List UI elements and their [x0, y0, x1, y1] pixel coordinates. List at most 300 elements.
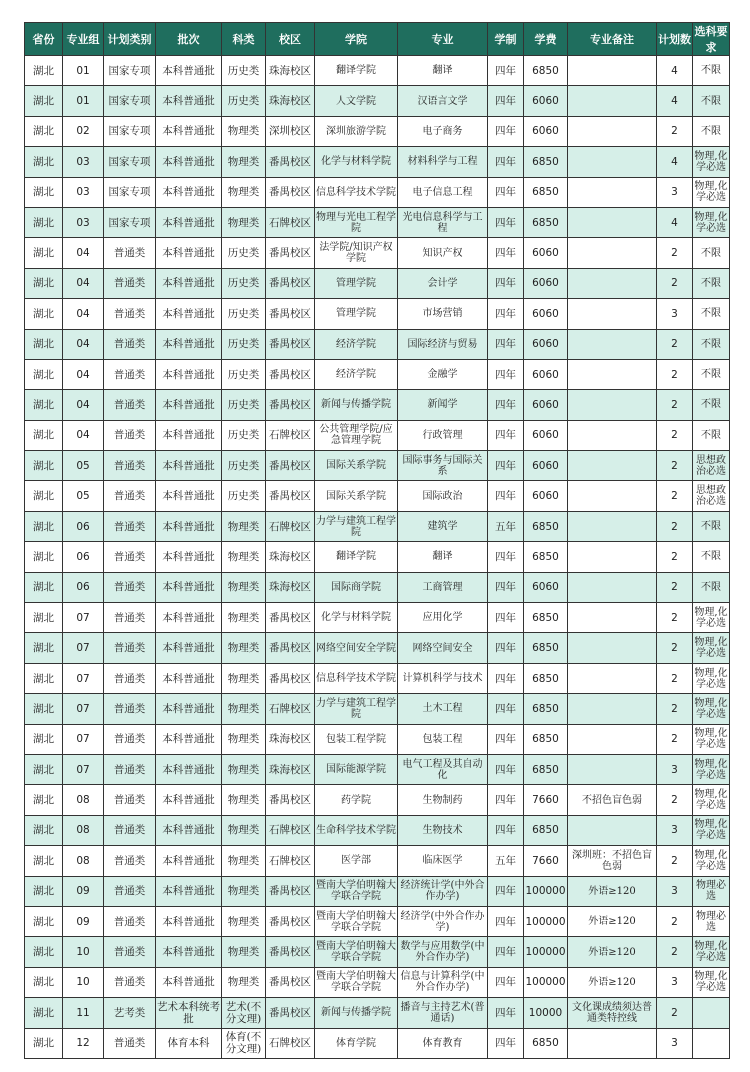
- table-row: [25, 815, 730, 845]
- table-cell: 临床医学: [398, 846, 488, 876]
- table-cell: 湖北: [25, 207, 63, 237]
- table-cell: 2: [657, 785, 693, 815]
- table-cell: 艺考类: [104, 998, 156, 1028]
- table-cell: 法学院/知识产权学院: [315, 238, 398, 268]
- table-cell: 100000: [524, 906, 568, 936]
- table-cell: 石牌校区: [266, 815, 315, 845]
- table-cell: 7660: [524, 785, 568, 815]
- table-cell: 普通类: [104, 967, 156, 997]
- table-cell: 6850: [524, 1028, 568, 1058]
- table-cell: 物理必选: [693, 876, 730, 906]
- table-cell: 6060: [524, 299, 568, 329]
- table-cell: 物理,化学必选: [693, 207, 730, 237]
- table-cell: 2: [657, 937, 693, 967]
- table-cell: 2: [657, 724, 693, 754]
- table-cell: [568, 754, 657, 784]
- table-cell: 四年: [488, 754, 524, 784]
- table-cell: 本科普通批: [156, 481, 222, 511]
- table-cell: 普通类: [104, 542, 156, 572]
- table-cell: 本科普通批: [156, 876, 222, 906]
- column-header: 专业组: [63, 23, 104, 56]
- table-cell: 物理类: [222, 815, 266, 845]
- table-row: [25, 481, 730, 511]
- table-row: [25, 724, 730, 754]
- table-cell: 2: [657, 359, 693, 389]
- table-cell: [568, 724, 657, 754]
- table-cell: 不限: [693, 238, 730, 268]
- table-cell: 6060: [524, 268, 568, 298]
- table-cell: 本科普通批: [156, 390, 222, 420]
- table-cell: 物理类: [222, 694, 266, 724]
- table-cell: 4: [657, 56, 693, 86]
- table-cell: 普通类: [104, 420, 156, 450]
- table-cell: 湖北: [25, 147, 63, 177]
- table-cell: 6850: [524, 663, 568, 693]
- table-cell: 番禺校区: [266, 603, 315, 633]
- table-cell: 信息科学技术学院: [315, 177, 398, 207]
- table-cell: [568, 147, 657, 177]
- table-row: [25, 937, 730, 967]
- table-cell: 四年: [488, 238, 524, 268]
- table-cell: 管理学院: [315, 268, 398, 298]
- table-cell: 本科普通批: [156, 815, 222, 845]
- table-cell: 3: [657, 754, 693, 784]
- table-cell: 本科普通批: [156, 116, 222, 146]
- column-header: 计划类别: [104, 23, 156, 56]
- table-cell: 3: [657, 1028, 693, 1058]
- table-cell: 艺术(不分文理): [222, 998, 266, 1028]
- table-cell: 4: [657, 207, 693, 237]
- table-cell: 汉语言文学: [398, 86, 488, 116]
- table-cell: 体育本科: [156, 1028, 222, 1058]
- table-cell: 6850: [524, 147, 568, 177]
- table-row: [25, 906, 730, 936]
- table-cell: 湖北: [25, 663, 63, 693]
- table-row: [25, 238, 730, 268]
- column-header: 科类: [222, 23, 266, 56]
- table-cell: 四年: [488, 390, 524, 420]
- table-header: [25, 23, 730, 56]
- admission-plan-table: [24, 22, 730, 1059]
- table-cell: 6850: [524, 754, 568, 784]
- table-cell: [693, 1028, 730, 1058]
- table-row: [25, 451, 730, 481]
- table-cell: 物理,化学必选: [693, 177, 730, 207]
- table-cell: 湖北: [25, 937, 63, 967]
- table-cell: 03: [63, 177, 104, 207]
- table-cell: 普通类: [104, 268, 156, 298]
- table-cell: 应用化学: [398, 603, 488, 633]
- table-cell: 物理,化学必选: [693, 633, 730, 663]
- table-cell: 本科普通批: [156, 785, 222, 815]
- table-cell: 07: [63, 633, 104, 663]
- table-cell: 深圳旅游学院: [315, 116, 398, 146]
- table-cell: 2: [657, 603, 693, 633]
- table-cell: 3: [657, 299, 693, 329]
- table-cell: 本科普通批: [156, 754, 222, 784]
- table-cell: 普通类: [104, 329, 156, 359]
- table-cell: 公共管理学院/应急管理学院: [315, 420, 398, 450]
- table-cell: 6850: [524, 603, 568, 633]
- table-cell: [568, 390, 657, 420]
- table-cell: 物理,化学必选: [693, 603, 730, 633]
- column-header: 校区: [266, 23, 315, 56]
- table-cell: 湖北: [25, 116, 63, 146]
- table-cell: 石牌校区: [266, 207, 315, 237]
- table-cell: 新闻与传播学院: [315, 998, 398, 1028]
- table-cell: 历史类: [222, 420, 266, 450]
- table-cell: 普通类: [104, 906, 156, 936]
- table-cell: 四年: [488, 116, 524, 146]
- table-cell: 化学与材料学院: [315, 603, 398, 633]
- table-cell: 2: [657, 116, 693, 146]
- table-cell: 2: [657, 663, 693, 693]
- table-cell: 物理类: [222, 207, 266, 237]
- table-cell: 本科普通批: [156, 329, 222, 359]
- table-cell: 播音与主持艺术(普通话): [398, 998, 488, 1028]
- table-cell: 艺术本科统考批: [156, 998, 222, 1028]
- table-cell: 湖北: [25, 815, 63, 845]
- table-cell: 历史类: [222, 86, 266, 116]
- table-cell: 珠海校区: [266, 86, 315, 116]
- table-cell: 07: [63, 603, 104, 633]
- table-cell: 四年: [488, 420, 524, 450]
- table-cell: [568, 359, 657, 389]
- table-cell: 力学与建筑工程学院: [315, 511, 398, 541]
- table-cell: 湖北: [25, 390, 63, 420]
- table-cell: 外语≥120: [568, 967, 657, 997]
- table-cell: 06: [63, 542, 104, 572]
- table-cell: 番禺校区: [266, 147, 315, 177]
- table-cell: 生物制药: [398, 785, 488, 815]
- table-cell: 2: [657, 906, 693, 936]
- table-cell: 四年: [488, 572, 524, 602]
- table-cell: 湖北: [25, 359, 63, 389]
- table-cell: 物理类: [222, 906, 266, 936]
- table-cell: 不限: [693, 268, 730, 298]
- table-cell: 09: [63, 876, 104, 906]
- table-cell: 6060: [524, 86, 568, 116]
- table-cell: 四年: [488, 56, 524, 86]
- table-cell: 物理与光电工程学院: [315, 207, 398, 237]
- table-cell: 五年: [488, 846, 524, 876]
- table-cell: 07: [63, 663, 104, 693]
- table-cell: [568, 542, 657, 572]
- table-cell: 新闻学: [398, 390, 488, 420]
- table-cell: 信息与计算科学(中外合作办学): [398, 967, 488, 997]
- table-cell: 珠海校区: [266, 56, 315, 86]
- table-cell: 物理类: [222, 116, 266, 146]
- table-cell: 2: [657, 511, 693, 541]
- table-cell: [568, 481, 657, 511]
- table-cell: 不限: [693, 86, 730, 116]
- table-cell: 本科普通批: [156, 238, 222, 268]
- table-cell: [568, 116, 657, 146]
- table-cell: 物理类: [222, 724, 266, 754]
- table-cell: 不限: [693, 329, 730, 359]
- table-cell: 物理,化学必选: [693, 724, 730, 754]
- table-cell: 四年: [488, 603, 524, 633]
- table-cell: 普通类: [104, 572, 156, 602]
- table-cell: 番禺校区: [266, 177, 315, 207]
- header-row: [25, 23, 730, 56]
- table-cell: 深圳校区: [266, 116, 315, 146]
- table-cell: 物理必选: [693, 906, 730, 936]
- table-cell: 历史类: [222, 451, 266, 481]
- table-cell: 生物技术: [398, 815, 488, 845]
- table-cell: 电子商务: [398, 116, 488, 146]
- table-cell: 四年: [488, 663, 524, 693]
- table-cell: 番禺校区: [266, 390, 315, 420]
- table-cell: 不限: [693, 56, 730, 86]
- table-cell: 100000: [524, 937, 568, 967]
- table-cell: 4: [657, 86, 693, 116]
- table-cell: 会计学: [398, 268, 488, 298]
- table-cell: 国家专项: [104, 86, 156, 116]
- table-cell: 番禺校区: [266, 329, 315, 359]
- table-cell: 珠海校区: [266, 724, 315, 754]
- table-cell: 药学院: [315, 785, 398, 815]
- table-cell: 普通类: [104, 1028, 156, 1058]
- table-cell: 04: [63, 329, 104, 359]
- table-cell: 普通类: [104, 694, 156, 724]
- table-row: [25, 542, 730, 572]
- table-cell: 普通类: [104, 633, 156, 663]
- table-cell: 湖北: [25, 86, 63, 116]
- table-cell: 普通类: [104, 390, 156, 420]
- table-row: [25, 299, 730, 329]
- table-cell: 番禺校区: [266, 359, 315, 389]
- table-cell: 湖北: [25, 633, 63, 663]
- table-cell: 2: [657, 572, 693, 602]
- table-cell: 医学部: [315, 846, 398, 876]
- table-cell: [693, 998, 730, 1028]
- table-row: [25, 359, 730, 389]
- table-cell: 土木工程: [398, 694, 488, 724]
- table-cell: 外语≥120: [568, 906, 657, 936]
- table-cell: 6060: [524, 359, 568, 389]
- table-cell: 体育学院: [315, 1028, 398, 1058]
- table-cell: 暨南大学伯明翰大学联合学院: [315, 937, 398, 967]
- table-cell: 普通类: [104, 815, 156, 845]
- table-cell: 本科普通批: [156, 603, 222, 633]
- column-header: 批次: [156, 23, 222, 56]
- table-cell: 市场营销: [398, 299, 488, 329]
- table-cell: 2: [657, 268, 693, 298]
- table-cell: 湖北: [25, 876, 63, 906]
- table-cell: 湖北: [25, 542, 63, 572]
- table-body: [25, 56, 730, 1059]
- table-cell: 不限: [693, 572, 730, 602]
- table-cell: 10: [63, 937, 104, 967]
- table-cell: 四年: [488, 967, 524, 997]
- table-cell: 新闻与传播学院: [315, 390, 398, 420]
- table-cell: 普通类: [104, 238, 156, 268]
- table-cell: 五年: [488, 511, 524, 541]
- table-cell: 不限: [693, 299, 730, 329]
- table-cell: 人文学院: [315, 86, 398, 116]
- table-cell: [568, 268, 657, 298]
- table-cell: 包装工程: [398, 724, 488, 754]
- table-cell: 2: [657, 420, 693, 450]
- table-cell: 不招色盲色弱: [568, 785, 657, 815]
- table-cell: 6060: [524, 329, 568, 359]
- table-cell: 国家专项: [104, 147, 156, 177]
- table-cell: 湖北: [25, 1028, 63, 1058]
- table-cell: 石牌校区: [266, 420, 315, 450]
- table-cell: 历史类: [222, 359, 266, 389]
- column-header: 学院: [315, 23, 398, 56]
- table-cell: 6060: [524, 420, 568, 450]
- table-cell: 湖北: [25, 238, 63, 268]
- table-cell: 历史类: [222, 238, 266, 268]
- table-cell: 03: [63, 207, 104, 237]
- table-cell: 物理,化学必选: [693, 815, 730, 845]
- table-cell: 普通类: [104, 937, 156, 967]
- table-cell: 经济统计学(中外合作办学): [398, 876, 488, 906]
- table-row: [25, 572, 730, 602]
- table-row: [25, 785, 730, 815]
- table-cell: 04: [63, 299, 104, 329]
- table-row: [25, 511, 730, 541]
- table-cell: [568, 299, 657, 329]
- table-cell: 包装工程学院: [315, 724, 398, 754]
- table-cell: 国际关系学院: [315, 481, 398, 511]
- table-cell: 番禺校区: [266, 937, 315, 967]
- table-cell: 普通类: [104, 481, 156, 511]
- table-cell: 物理类: [222, 603, 266, 633]
- table-row: [25, 86, 730, 116]
- table-cell: 湖北: [25, 511, 63, 541]
- table-cell: 外语≥120: [568, 876, 657, 906]
- table-cell: 番禺校区: [266, 268, 315, 298]
- table-cell: 4: [657, 147, 693, 177]
- table-cell: 6850: [524, 815, 568, 845]
- table-cell: 管理学院: [315, 299, 398, 329]
- table-cell: 湖北: [25, 754, 63, 784]
- table-cell: 经济学(中外合作办学): [398, 906, 488, 936]
- table-cell: 3: [657, 967, 693, 997]
- table-row: [25, 663, 730, 693]
- table-cell: 08: [63, 815, 104, 845]
- table-cell: 珠海校区: [266, 542, 315, 572]
- table-cell: 四年: [488, 147, 524, 177]
- admission-plan-table-wrap: [24, 22, 729, 1059]
- table-cell: 6850: [524, 633, 568, 663]
- table-cell: 2: [657, 238, 693, 268]
- table-cell: 材料科学与工程: [398, 147, 488, 177]
- table-cell: 番禺校区: [266, 299, 315, 329]
- table-cell: 番禺校区: [266, 633, 315, 663]
- table-cell: 物理类: [222, 785, 266, 815]
- table-cell: 不限: [693, 116, 730, 146]
- table-cell: 知识产权: [398, 238, 488, 268]
- table-cell: 湖北: [25, 329, 63, 359]
- table-cell: 湖北: [25, 177, 63, 207]
- table-cell: 湖北: [25, 846, 63, 876]
- table-cell: 普通类: [104, 663, 156, 693]
- table-cell: 2: [657, 846, 693, 876]
- table-cell: 番禺校区: [266, 663, 315, 693]
- table-cell: 6850: [524, 724, 568, 754]
- table-row: [25, 846, 730, 876]
- table-cell: 08: [63, 785, 104, 815]
- table-row: [25, 329, 730, 359]
- table-row: [25, 876, 730, 906]
- table-cell: 翻译: [398, 56, 488, 86]
- table-cell: 物理,化学必选: [693, 937, 730, 967]
- table-cell: 物理,化学必选: [693, 694, 730, 724]
- table-cell: 11: [63, 998, 104, 1028]
- table-cell: 本科普通批: [156, 177, 222, 207]
- table-row: [25, 754, 730, 784]
- table-cell: [568, 603, 657, 633]
- table-cell: 金融学: [398, 359, 488, 389]
- table-cell: 不限: [693, 390, 730, 420]
- table-cell: 信息科学技术学院: [315, 663, 398, 693]
- table-cell: 国际商学院: [315, 572, 398, 602]
- table-cell: [568, 207, 657, 237]
- table-cell: 物理类: [222, 542, 266, 572]
- table-cell: 番禺校区: [266, 876, 315, 906]
- table-cell: 四年: [488, 694, 524, 724]
- table-cell: 国际事务与国际关系: [398, 451, 488, 481]
- table-cell: 2: [657, 633, 693, 663]
- table-cell: 10: [63, 967, 104, 997]
- table-cell: 湖北: [25, 694, 63, 724]
- table-row: [25, 390, 730, 420]
- table-cell: 本科普通批: [156, 967, 222, 997]
- table-cell: 化学与材料学院: [315, 147, 398, 177]
- table-cell: 石牌校区: [266, 1028, 315, 1058]
- table-cell: 四年: [488, 451, 524, 481]
- table-cell: 石牌校区: [266, 846, 315, 876]
- table-cell: 国家专项: [104, 116, 156, 146]
- table-cell: 历史类: [222, 56, 266, 86]
- table-cell: 06: [63, 511, 104, 541]
- table-cell: 03: [63, 147, 104, 177]
- table-cell: 01: [63, 86, 104, 116]
- table-cell: 深圳班：不招色盲色弱: [568, 846, 657, 876]
- table-cell: 国际政治: [398, 481, 488, 511]
- table-cell: 湖北: [25, 906, 63, 936]
- table-cell: 历史类: [222, 481, 266, 511]
- table-cell: 珠海校区: [266, 572, 315, 602]
- table-cell: 湖北: [25, 998, 63, 1028]
- table-cell: 本科普通批: [156, 268, 222, 298]
- table-row: [25, 56, 730, 86]
- table-cell: 本科普通批: [156, 147, 222, 177]
- table-cell: 番禺校区: [266, 967, 315, 997]
- table-cell: 生命科学技术学院: [315, 815, 398, 845]
- table-cell: 物理类: [222, 754, 266, 784]
- table-cell: 四年: [488, 633, 524, 663]
- table-cell: 05: [63, 481, 104, 511]
- table-cell: 01: [63, 56, 104, 86]
- table-cell: 思想政治必选: [693, 451, 730, 481]
- table-cell: 翻译: [398, 542, 488, 572]
- table-cell: 2: [657, 451, 693, 481]
- table-cell: [568, 1028, 657, 1058]
- table-cell: [568, 815, 657, 845]
- table-cell: 四年: [488, 815, 524, 845]
- table-cell: 四年: [488, 906, 524, 936]
- table-row: [25, 116, 730, 146]
- table-cell: 本科普通批: [156, 451, 222, 481]
- table-cell: 电子信息工程: [398, 177, 488, 207]
- table-cell: 湖北: [25, 967, 63, 997]
- table-cell: 物理,化学必选: [693, 846, 730, 876]
